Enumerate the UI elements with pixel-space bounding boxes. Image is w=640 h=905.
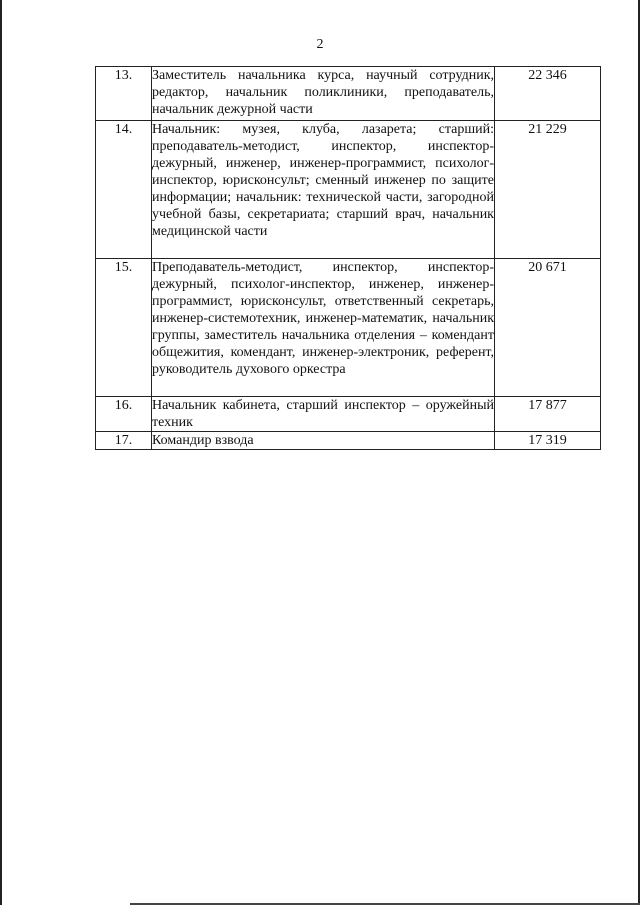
position-title: Командир взвода xyxy=(152,432,495,450)
row-number: 15. xyxy=(96,259,152,397)
position-title: Начальник кабинета, старший инспектор – оружейный техник xyxy=(152,398,494,430)
table-row xyxy=(96,397,601,432)
table-row xyxy=(96,259,601,397)
table-row xyxy=(96,121,601,259)
position-title: Начальник: музея, клуба, лазарета; старший: преподаватель-методист, инспектор, инспектор-дежурный, инженер, инженер-программист, психолог-инспектор, юрисконсульт; сменный инженер по защите информации; начальник: технической части, загородной учебной базы, секретариата; старший врач, начальник медицинской части xyxy=(152,121,495,259)
salary-amount: 21 229 xyxy=(495,121,601,259)
row-number: 13. xyxy=(96,67,152,121)
salary-table xyxy=(95,66,601,450)
page-number: 2 xyxy=(316,37,324,52)
position-title: Заместитель начальника курса, научный сотрудник, редактор, начальник поликлиники, преподаватель, начальник дежурной части xyxy=(152,67,495,121)
salary-amount: 20 671 xyxy=(495,259,601,397)
salary-amount: 17 319 xyxy=(495,432,601,450)
position-title: Преподаватель-методист, инспектор, инспектор-дежурный, психолог-инспектор, инженер, инженер-программист, юрисконсульт, ответственный секретарь, инженер-системотехник, инженер-математик, начальник группы, заместитель начальника отделения – комендант общежития, комендант, инженер-электроник, референт, руководитель духового оркестра xyxy=(152,259,495,397)
row-number: 17. xyxy=(96,432,152,450)
scan-edge-left xyxy=(0,0,2,905)
salary-amount: 17 877 xyxy=(495,397,601,432)
row-number: 14. xyxy=(96,121,152,259)
salary-amount: 22 346 xyxy=(495,67,601,121)
row-number: 16. xyxy=(96,397,152,432)
table-row xyxy=(96,432,601,450)
table-row xyxy=(96,67,601,121)
